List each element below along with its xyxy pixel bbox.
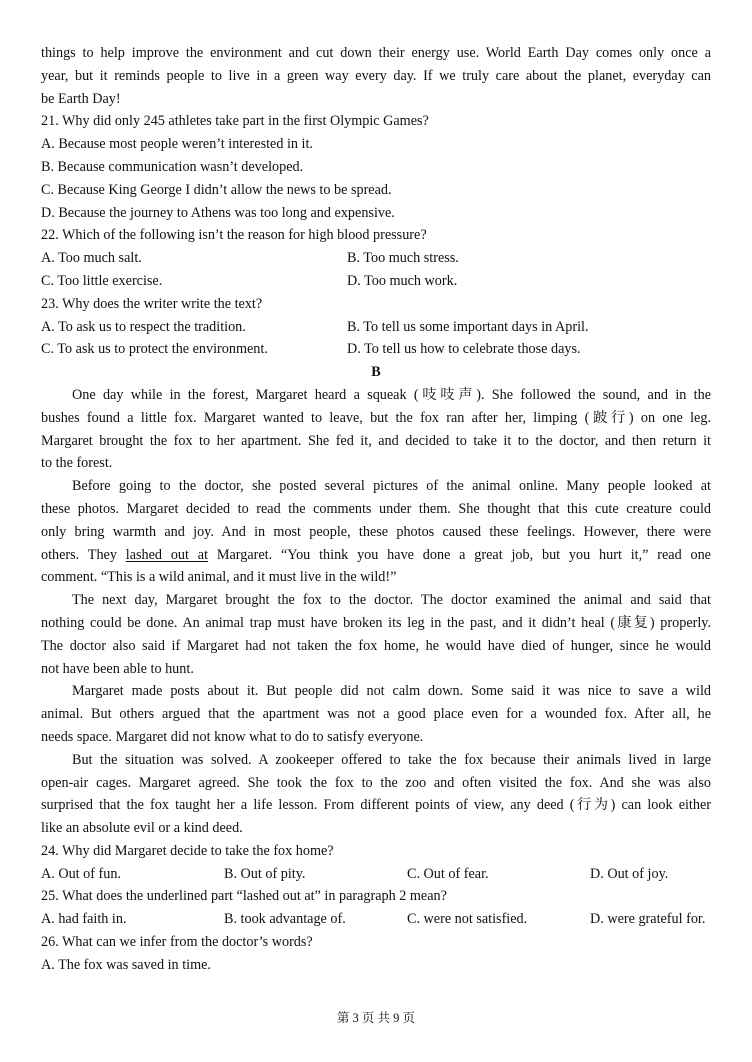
question-stem: 21. Why did only 245 athletes take part in the first Olympic Games? <box>41 113 429 130</box>
text-line: comment. “This is a wild animal, and it must live in the wild!” <box>41 569 397 586</box>
option-a: A. Because most people weren’t interested in it. <box>41 136 313 153</box>
text-line: needs space. Margaret did not know what to do to satisfy everyone. <box>41 728 424 745</box>
option-d: D. Because the journey to Athens was too long and expensive. <box>41 204 395 221</box>
text-line: nothing could be done. An animal trap must have broken its leg in the past, and it didn’t heal (康复) properly. <box>41 614 711 631</box>
option-c: C. Too little exercise. <box>41 272 163 289</box>
text-line: open-air cages. Margaret agreed. She took the fox to the zoo and often visited the fox. And she was also <box>41 774 711 791</box>
text-line: One day while in the forest, Margaret heard a squeak (吱吱声). She followed the sound, and in the <box>72 386 711 403</box>
text-line: like an absolute evil or a kind deed. <box>41 820 243 837</box>
text-line: things to help improve the environment and cut down their energy use. World Earth Day comes only once a <box>41 45 711 61</box>
text-line: bushes found a little fox. Margaret wanted to leave, but the fox ran after her, limping (跛行) on one leg. <box>41 409 711 426</box>
option-b: B. Too much stress. <box>347 250 459 267</box>
option-d: D. Too much work. <box>347 272 458 289</box>
option-d: D. To tell us how to celebrate those days. <box>347 341 581 358</box>
question-26 <box>41 931 711 977</box>
option-c: C. Out of fear. <box>407 865 489 882</box>
options-row <box>41 270 711 293</box>
question-21 <box>41 110 711 224</box>
text-line: animal. But others argued that the apartment was not a good place even for a wounded fox. After all, he <box>41 706 711 723</box>
option-b: B. Out of pity. <box>224 865 306 882</box>
text-line: surprised that the fox taught her a life lesson. From different points of view, any deed (行为) can look either <box>41 797 711 814</box>
text-line: Margaret brought the fox to her apartment. She fed it, and decided to take it to the doctor, and then return it <box>41 432 711 449</box>
question-stem: 23. Why does the writer write the text? <box>41 295 263 312</box>
text-run: others. They <box>41 546 126 563</box>
question-23 <box>41 293 711 361</box>
question-25 <box>41 885 711 931</box>
question-stem: 25. What does the underlined part “lashed out at” in paragraph 2 mean? <box>41 888 447 905</box>
text-line: these photos. Margaret decided to read the comments under them. She thought that this cute creature could <box>41 500 711 517</box>
text-line: The next day, Margaret brought the fox to the doctor. The doctor examined the animal and said that <box>72 592 711 609</box>
passage-a-ending <box>41 42 711 110</box>
text-line: But the situation was solved. A zookeeper offered to take the fox because their animals lived in large <box>72 751 711 768</box>
option-d: D. were grateful for. <box>590 911 706 928</box>
question-stem: 26. What can we infer from the doctor’s words? <box>41 934 313 951</box>
text-line: Margaret made posts about it. But people did not calm down. Some said it was nice to save a wild <box>72 683 711 700</box>
option-a: A. Out of fun. <box>41 865 121 882</box>
paragraph-1 <box>41 384 711 475</box>
options-row <box>41 908 711 931</box>
option-c: C. To ask us to protect the environment. <box>41 341 268 358</box>
text-line: be Earth Day! <box>41 90 121 107</box>
text-line: Before going to the doctor, she posted several pictures of the animal online. Many people looked at <box>72 478 711 495</box>
option-c: C. were not satisfied. <box>407 911 528 928</box>
option-b: B. To tell us some important days in April. <box>347 318 589 335</box>
option-a: A. Too much salt. <box>41 250 142 267</box>
section-b-heading: B <box>371 364 381 381</box>
options-row <box>41 338 711 361</box>
options-row <box>41 316 711 339</box>
question-stem: 22. Which of the following isn’t the reason for high blood pressure? <box>41 227 427 244</box>
text-line: only bring warmth and joy. And in most people, these photos caused these feelings. However, there were <box>41 523 711 540</box>
question-22 <box>41 224 711 292</box>
option-c: C. Because King George I didn’t allow the news to be spread. <box>41 181 392 198</box>
options-row <box>41 247 711 270</box>
paragraph-5 <box>41 749 711 840</box>
paragraph-4 <box>41 680 711 748</box>
page-content <box>41 42 711 977</box>
underlined-phrase: lashed out at <box>125 546 209 563</box>
paragraph-3 <box>41 589 711 680</box>
question-24 <box>41 840 711 886</box>
option-b: B. Because communication wasn’t developed. <box>41 158 304 175</box>
text-line-with-underline <box>41 544 711 567</box>
question-stem: 24. Why did Margaret decide to take the fox home? <box>41 842 334 859</box>
text-line: to the forest. <box>41 455 113 472</box>
option-a: A. The fox was saved in time. <box>41 956 211 973</box>
text-run: Margaret. “You think you have done a great job, but you hurt it,” read one <box>208 546 711 563</box>
page-number-footer: 第 3 页 共 9 页 <box>336 1011 416 1025</box>
option-b: B. took advantage of. <box>224 911 346 928</box>
text-line: The doctor also said if Margaret had not taken the fox home, he would have died of hunger, since he would <box>41 637 711 654</box>
option-a: A. To ask us to respect the tradition. <box>41 318 246 335</box>
paragraph-2 <box>41 475 711 589</box>
option-a: A. had faith in. <box>41 911 127 928</box>
text-line: year, but it reminds people to live in a green way every day. If we truly care about the planet, everyday can <box>41 67 711 84</box>
options-row <box>41 863 711 886</box>
text-line: not have been able to hunt. <box>41 660 194 677</box>
option-d: D. Out of joy. <box>590 865 669 882</box>
